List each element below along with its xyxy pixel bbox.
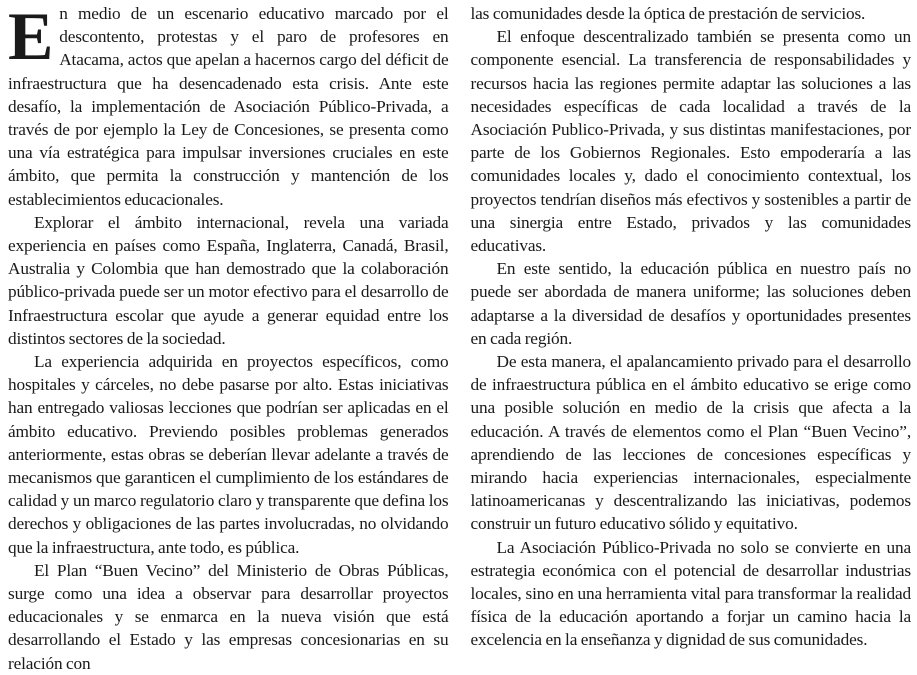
paragraph-7: De esta manera, el apalancamiento privado para el desarrollo de infraestructura pública en el ámbito educativo se erige como una posible solución en medio de la crisis que afecta a la educación. A través de elementos como el Plan “Buen Vecino”, aprendiendo de las lecciones de concesiones específicas y mirando hacia experiencias internacionales, especialmente latinoamericanas y descentralizando las iniciativas, podemos construir un futuro educativo sólido y equitativo.: [470, 352, 911, 534]
drop-cap: E: [8, 0, 54, 74]
paragraph-3: La experiencia adquirida en proyectos específicos, como hospitales y cárceles, no debe pasarse por alto. Estas iniciativas han entregado valiosas lecciones que podrían ser aplicadas en el ámbito educativo. Previendo posibles problemas generados anteriormente, estas obras se deberían llevar adelante a través de mecanismos que garanticen el cumplimiento de los estándares de calidad y un marco regulatorio claro y transparente que defina los derechos y obligaciones de las partes involucradas, no olvidando que la infraestructura, ante todo, es pública.: [8, 352, 449, 557]
paragraph-5: El enfoque descentralizado también se presenta como un componente esencial. La transferencia de responsabilidades y recursos hacia las regiones permite adaptar las soluciones a las necesidades específicas de cada localidad a través de la Asociación Publico-Privada, y sus distintas manifestaciones, por parte de los Gobiernos Regionales. Esto empoderaría a las comunidades locales y, dado el conocimiento contextual, los proyectos tendrían diseños más efectivos y sostenibles a partir de una sinergia entre Estado, privados y las comunidades educativas.: [470, 27, 911, 256]
paragraph-4-start: El Plan “Buen Vecino” del Ministerio de Obras Públicas, surge como una idea a observar para desarrollar proyectos educacionales y se enmarca en la nueva visión que está desarrollando el Estado y las empresas concesionarias en su relación con: [8, 560, 449, 673]
column-right: [471, 2, 912, 655]
paragraph-1-text: n medio de un escenario educativo marcado por el descontento, protestas y el paro de profesores en Atacama, actos que apelan a hacernos cargo del déficit de infraestructura que ha desencadenado esta crisis. Ante este desafío, la implementación de Asociación Público-Privada, a través de por ejemplo la Ley de Concesiones, se presenta como una vía estratégica para impulsar inversiones cruciales en este ámbito, que permita la construcción y mantención de los establecimientos educacionales.: [8, 4, 449, 209]
paragraph-1: [8, 2, 449, 211]
paragraph-2: Explorar el ámbito internacional, revela una variada experiencia en países como España, Inglaterra, Canadá, Brasil, Australia y Colombia que han demostrado que la colaboración público-privada puede ser un motor efectivo para el desarrollo de Infraestructura escolar que ayude a generar equidad entre los distintos sectores de la sociedad.: [8, 212, 449, 348]
paragraph-6: En este sentido, la educación pública en nuestro país no puede ser abordada de manera uniforme; las soluciones deben adaptarse a la diversidad de desafíos y oportunidades presentes en cada región.: [470, 259, 911, 348]
paragraph-4-end: las comunidades desde la óptica de prestación de servicios.: [470, 4, 866, 23]
paragraph-8: La Asociación Público-Privada no solo se convierte en una estrategia económica con el potencial de desarrollar industrias locales, sino en una herramienta vital para transformar la realidad física de la educación aportando a forjar un camino hacia la excelencia en la enseñanza y dignidad de sus comunidades.: [470, 537, 911, 650]
column-left: [8, 0, 449, 673]
